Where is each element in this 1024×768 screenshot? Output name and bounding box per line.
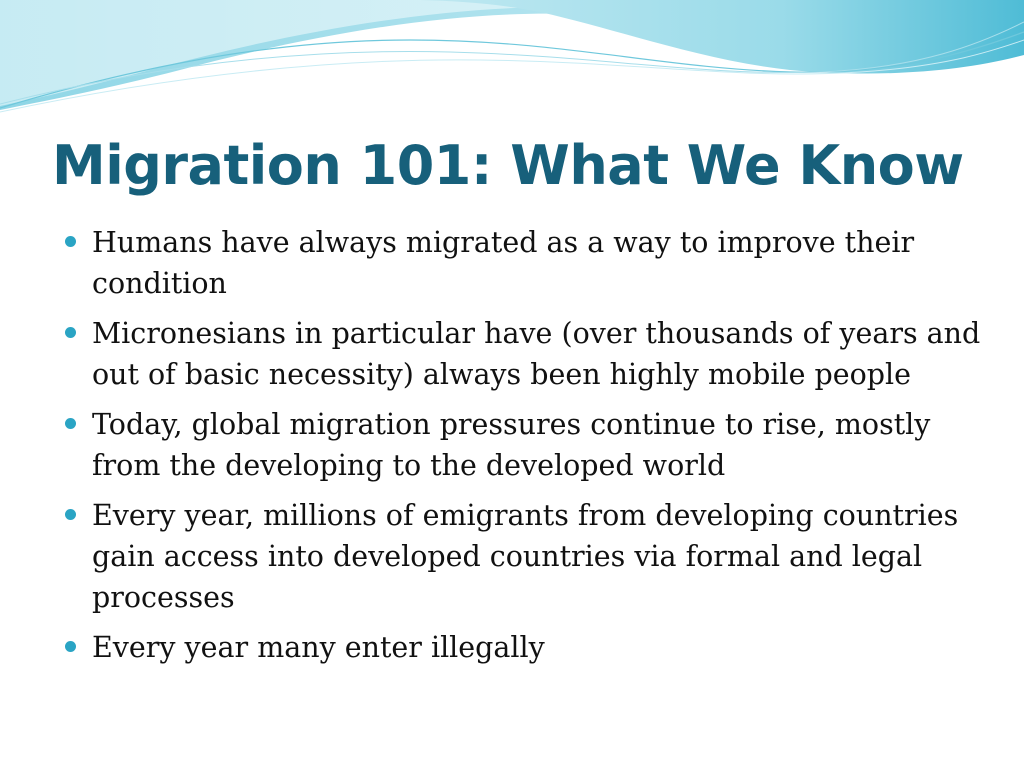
bullet-list	[64, 222, 984, 677]
bullet-item	[64, 222, 984, 304]
bullet-icon	[65, 327, 76, 338]
bullet-icon	[65, 641, 76, 652]
bullet-icon	[65, 236, 76, 247]
bullet-item	[64, 627, 984, 668]
bullet-icon	[65, 509, 76, 520]
bullet-text: Every year, millions of emigrants from developing countries gain access into developed countries via formal and legal processes	[92, 499, 959, 614]
bullet-item	[64, 404, 984, 486]
bullet-icon	[65, 418, 76, 429]
bullet-text: Micronesians in particular have (over thousands of years and out of basic necessity) always been highly mobile people	[92, 317, 981, 391]
bullet-item	[64, 313, 984, 395]
bullet-text: Humans have always migrated as a way to improve their condition	[92, 226, 915, 300]
slide-title: Migration 101: What We Know	[52, 134, 964, 197]
bullet-item	[64, 495, 984, 618]
bullet-text: Every year many enter illegally	[92, 631, 545, 664]
wave-header-decoration	[0, 0, 1024, 130]
bullet-text: Today, global migration pressures continue to rise, mostly from the developing to the developed world	[92, 408, 931, 482]
